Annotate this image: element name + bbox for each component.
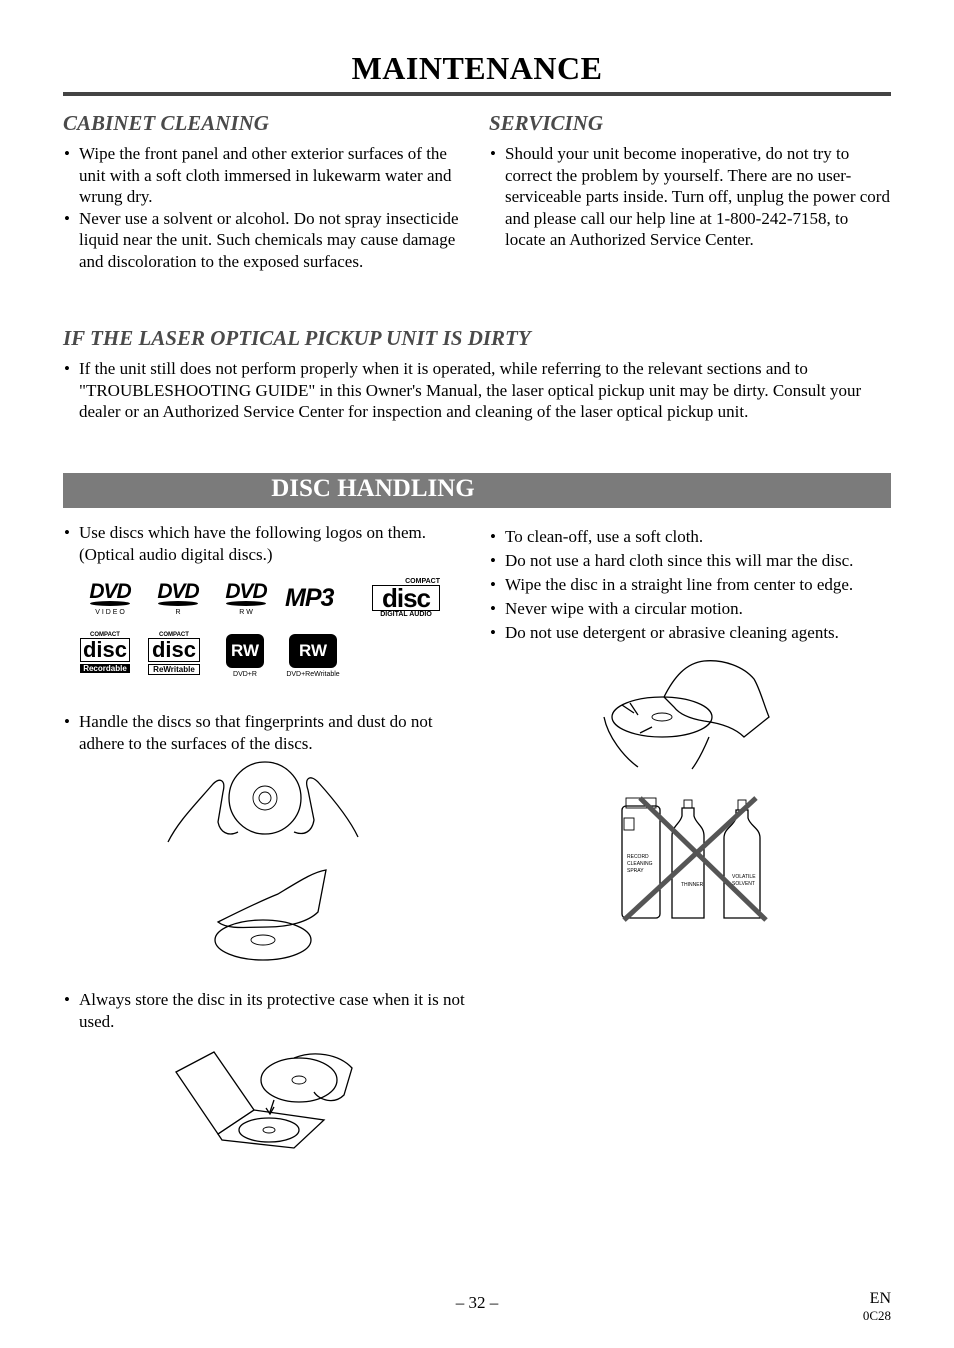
cabinet-cleaning-list	[63, 143, 463, 272]
laser-item: • If the unit still does not perform properly when it is operated, while referring to the relevant sections and to "TROUBLESHOOTING GUIDE" in this Owner's Manual, the laser optical pickup unit may be dirty. Consult your dealer or an Authorized Service Center for inspection and cleaning of the laser optical pickup unit.	[63, 358, 891, 423]
laser-heading: IF THE LASER OPTICAL PICKUP UNIT IS DIRTY	[63, 326, 531, 350]
servicing-list	[489, 143, 891, 251]
disc-left-item: • Handle the discs so that fingerprints and dust do not adhere to the surfaces of the discs.	[63, 711, 468, 754]
wiping-disc-illustration	[604, 657, 772, 769]
page-number: – 32 –	[455, 1293, 499, 1312]
disc-logos	[80, 578, 450, 683]
disc-handling-heading: DISC HANDLING	[271, 475, 475, 502]
page-title: MAINTENANCE	[351, 50, 603, 86]
title-rule	[63, 92, 891, 96]
spray-label-2: CLEANING	[627, 861, 653, 867]
language-code: EN	[869, 1290, 891, 1307]
disc-right-item: • Never wipe with a circular motion.	[489, 598, 891, 620]
disc-right-item: • Wipe the disc in a straight line from center to edge.	[489, 574, 891, 596]
disc-right-list	[489, 526, 891, 644]
dvd-rw-logo: DVD R W	[225, 580, 267, 616]
solvent-label-2: SOLVENT	[732, 881, 755, 887]
spray-label-1: RECORD	[627, 854, 649, 860]
thinner-label: THINNER	[681, 882, 704, 888]
disc-left-list-3	[63, 989, 468, 1032]
disc-left-list-1	[63, 522, 468, 565]
cd-recordable-logo: COMPACT disc Recordable	[80, 632, 130, 673]
mp3-logo: MP3	[285, 584, 334, 612]
laser-list	[63, 358, 891, 423]
cabinet-item: • Never use a solvent or alcohol. Do not spray insecticide liquid near the unit. Such chemicals may cause damage and discoloration to the exposed surfaces.	[63, 208, 463, 273]
disc-right-item: • To clean-off, use a soft cloth.	[489, 526, 891, 548]
model-code: 0C28	[862, 1308, 891, 1323]
dvd-video-logo: DVD V I D E O	[89, 580, 131, 616]
disc-right-item: • Do not use detergent or abrasive cleaning agents.	[489, 622, 891, 644]
dvd-r-logo: DVD R	[157, 580, 199, 616]
disc-left-item: • Always store the disc in its protective case when it is not used.	[63, 989, 468, 1032]
dvd-plus-r-logo: RW DVD+R	[222, 634, 268, 678]
disc-case-illustration	[174, 1050, 354, 1150]
hands-holding-disc-illustration	[168, 762, 368, 972]
spray-label-3: SPRAY	[627, 868, 644, 874]
disc-left-list-2	[63, 711, 468, 754]
disc-right-item: • Do not use a hard cloth since this will mar the disc.	[489, 550, 891, 572]
servicing-heading: SERVICING	[489, 111, 604, 135]
cd-rewritable-logo: COMPACT disc ReWritable	[148, 632, 200, 675]
servicing-item: • Should your unit become inoperative, do not try to correct the problem by yourself. There are no user-serviceable parts inside. Turn off, unplug the power cord and please call our help line at 1-800-242-7158, to locate an Authorized Service Center.	[489, 143, 891, 251]
disc-left-item: • Use discs which have the following logos on them. (Optical audio digital discs.)	[63, 522, 468, 565]
cabinet-cleaning-heading: CABINET CLEANING	[63, 111, 269, 135]
chemical-bottles-prohibited-illustration	[620, 796, 772, 924]
solvent-label-1: VOLATILE	[732, 874, 756, 880]
compact-disc-digital-audio-logo: COMPACT disc DIGITAL AUDIO	[372, 578, 440, 618]
dvd-plus-rw-logo: RW DVD+ReWritable	[276, 634, 350, 678]
cabinet-item: • Wipe the front panel and other exterior surfaces of the unit with a soft cloth immersed in lukewarm water and wrung dry.	[63, 143, 463, 208]
